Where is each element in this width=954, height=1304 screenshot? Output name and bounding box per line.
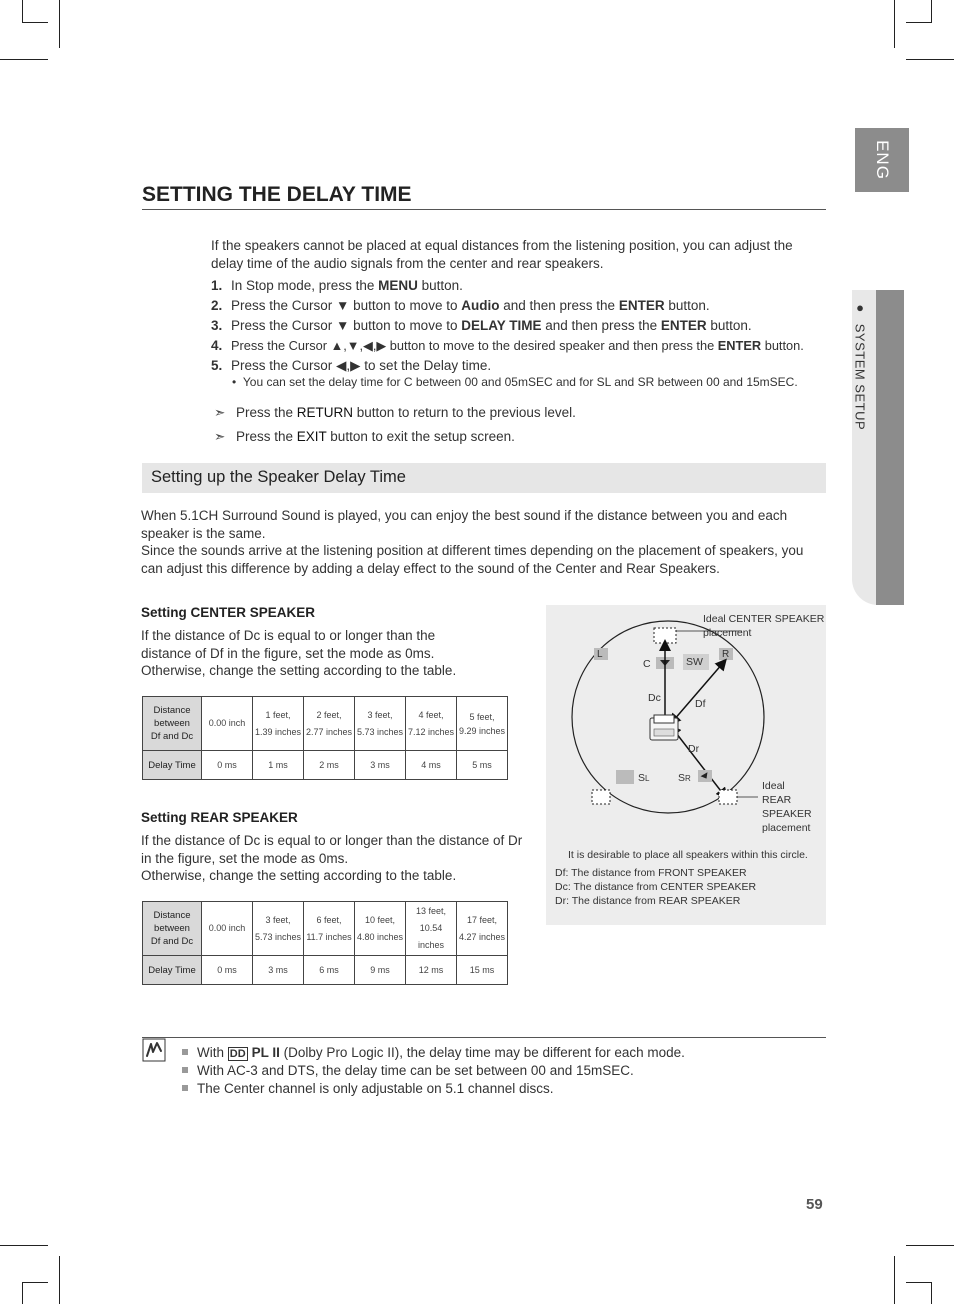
rear-speaker-heading: Setting REAR SPEAKER xyxy=(141,810,298,825)
table-cell: 3 ms xyxy=(355,751,406,780)
table-cell: 0.00 inch xyxy=(202,902,253,956)
dc-label: Dc xyxy=(648,692,661,704)
steps-list xyxy=(211,276,826,376)
crop-mark xyxy=(906,1282,932,1283)
bullet-dot-icon: ● xyxy=(852,300,868,316)
title-divider xyxy=(142,209,826,210)
subwoofer-label: SW xyxy=(686,656,703,668)
table-cell: 9 ms xyxy=(355,956,406,985)
section-name: SYSTEM SETUP xyxy=(852,323,868,431)
table-cell: 4 feet, 7.12 inches xyxy=(406,697,457,751)
table-header-cell: Delay Time xyxy=(143,956,202,985)
delay-range-note: • You can set the delay time for C between 00 and 05mSEC and for SL and SR between 00 and 15mSEC. xyxy=(232,375,798,389)
list-item: The Center channel is only adjustable on 5.1 channel discs. xyxy=(182,1080,685,1098)
table-cell: 2 feet, 2.77 inches xyxy=(304,697,355,751)
table-cell: 5 ms xyxy=(457,751,508,780)
table-cell: 17 feet, 4.27 inches xyxy=(457,902,508,956)
center-speaker-heading: Setting CENTER SPEAKER xyxy=(141,605,316,620)
center-speaker-desc: If the distance of Dc is equal to or longer than the distance of Df in the figure, set the mode as 0ms. Otherwise, change the setting according to the table. xyxy=(141,628,457,678)
crop-mark xyxy=(22,22,48,23)
table-cell: 1 ms xyxy=(253,751,304,780)
crop-mark xyxy=(906,22,932,23)
speaker-c-label: C xyxy=(643,658,651,670)
diagram-legend: Df: The distance from FRONT SPEAKER Dc: The distance from CENTER SPEAKER Dr: The distance from REAR SPEAKER xyxy=(555,867,757,907)
step-item: 5. Press the Cursor ◀,▶ to set the Delay time. xyxy=(211,358,492,373)
df-label: Df xyxy=(695,698,706,710)
square-bullet-icon xyxy=(182,1067,188,1073)
dr-label: Dr xyxy=(688,743,700,755)
square-bullet-icon xyxy=(182,1049,188,1055)
table-cell: 12 ms xyxy=(406,956,457,985)
crop-mark xyxy=(931,0,932,22)
table-cell: 1 feet, 1.39 inches xyxy=(253,697,304,751)
arrow-right-icon: ➣ xyxy=(214,429,226,444)
table-cell: 10 feet, 4.80 inches xyxy=(355,902,406,956)
section-tab-accent xyxy=(876,290,904,605)
section-tab-label xyxy=(840,300,880,440)
circle-note: It is desirable to place all speakers within this circle. xyxy=(568,849,808,861)
table-cell: 13 feet, 10.54 inches xyxy=(406,902,457,956)
notes-list xyxy=(182,1044,685,1098)
table-cell: 6 feet, 11.7 inches xyxy=(304,902,355,956)
table-cell: 3 feet, 5.73 inches xyxy=(355,697,406,751)
crop-mark xyxy=(59,1256,60,1304)
table-cell: 5 feet, 9.29 inches xyxy=(457,697,508,751)
df-arrow xyxy=(673,663,723,721)
crop-mark xyxy=(22,0,23,22)
intro-text: If the speakers cannot be placed at equal distances from the listening position, you can adjust the delay time of the audio signals from the center and rear speakers. xyxy=(211,238,793,271)
ideal-center-label: Ideal CENTER SPEAKER placement xyxy=(703,613,825,639)
table-cell: 2 ms xyxy=(304,751,355,780)
table-cell: 0 ms xyxy=(202,956,253,985)
rear-speaker-desc: If the distance of Dc is equal to or longer than the distance of Dr in the figure, set the mode as 0ms. Otherwise, change the setting according to the table. xyxy=(141,833,523,883)
ideal-rear-label: Ideal REAR SPEAKER placement xyxy=(762,780,812,834)
crop-mark xyxy=(906,1245,954,1246)
step-item: 1. In Stop mode, press the MENU button. xyxy=(211,278,463,293)
speaker-sl-icon xyxy=(616,770,634,784)
crop-mark xyxy=(894,1256,895,1304)
language-label: ENG xyxy=(873,140,892,180)
table-cell: 0 ms xyxy=(202,751,253,780)
page-title: SETTING THE DELAY TIME xyxy=(142,183,412,206)
table-cell: 3 ms xyxy=(253,956,304,985)
ideal-rear-left-box xyxy=(592,790,610,804)
crop-mark xyxy=(59,0,60,48)
paragraph: When 5.1CH Surround Sound is played, you can enjoy the best sound if the distance between you and each speaker is the same. xyxy=(141,508,788,541)
ideal-rear-right-box xyxy=(719,790,737,804)
step-item: 2. Press the Cursor ▼ button to move to Audio and then press the ENTER button. xyxy=(211,298,710,313)
speaker-r-label: R xyxy=(722,649,730,660)
table-cell: 6 ms xyxy=(304,956,355,985)
dolby-logo-icon: DD xyxy=(229,1048,246,1060)
arrow-right-icon: ➣ xyxy=(214,405,226,420)
table-row xyxy=(143,956,508,985)
speaker-sr-label: SR xyxy=(678,772,691,784)
table-header-cell: Distance between Df and Dc xyxy=(143,697,202,751)
crop-mark xyxy=(894,0,895,48)
tip-return: ➣ Press the RETURN button to return to the previous level. xyxy=(214,405,576,420)
list-item: With AC-3 and DTS, the delay time can be set between 00 and 15mSEC. xyxy=(182,1062,685,1080)
step-item: 3. Press the Cursor ▼ button to move to DELAY TIME and then press the ENTER button. xyxy=(211,318,752,333)
table-header-cell: Delay Time xyxy=(143,751,202,780)
note-pencil-icon xyxy=(142,1038,166,1062)
speaker-placement-diagram xyxy=(546,605,826,925)
subheading: Setting up the Speaker Delay Time xyxy=(151,468,406,486)
paragraph: Since the sounds arrive at the listening position at different times depending on the placement of speakers, you can adjust this difference by adding a delay effect to the sound of the Center and Rear Speakers. xyxy=(141,543,804,576)
table-row xyxy=(143,751,508,780)
table-row xyxy=(143,697,508,751)
table-row xyxy=(143,902,508,956)
listener-sofa-icon xyxy=(650,715,678,740)
tip-exit: ➣ Press the EXIT button to exit the setup screen. xyxy=(214,429,515,444)
speaker-sl-label: SL xyxy=(638,772,650,784)
language-tab xyxy=(855,128,909,192)
table-cell: 0.00 inch xyxy=(202,697,253,751)
step-item: 4. Press the Cursor ▲,▼,◀,▶ button to move to the desired speaker and then press the ENTER button. xyxy=(211,338,804,353)
notes-divider xyxy=(142,1037,826,1038)
table-cell: 3 feet, 5.73 inches xyxy=(253,902,304,956)
list-item: With DD PL II (Dolby Pro Logic II), the delay time may be different for each mode. xyxy=(182,1044,685,1062)
crop-mark xyxy=(22,1282,23,1304)
crop-mark xyxy=(906,59,954,60)
table-cell: 4 ms xyxy=(406,751,457,780)
rear-delay-table xyxy=(142,901,508,985)
speaker-l-label: L xyxy=(597,649,603,660)
table-header-cell: Distance between Df and Dc xyxy=(143,902,202,956)
crop-mark xyxy=(0,59,48,60)
ideal-center-box xyxy=(654,628,676,643)
crop-mark xyxy=(0,1245,48,1246)
crop-mark xyxy=(22,1282,48,1283)
crop-mark xyxy=(931,1282,932,1304)
table-cell: 15 ms xyxy=(457,956,508,985)
page-number: 59 xyxy=(806,1196,823,1213)
square-bullet-icon xyxy=(182,1085,188,1091)
center-delay-table xyxy=(142,696,508,780)
